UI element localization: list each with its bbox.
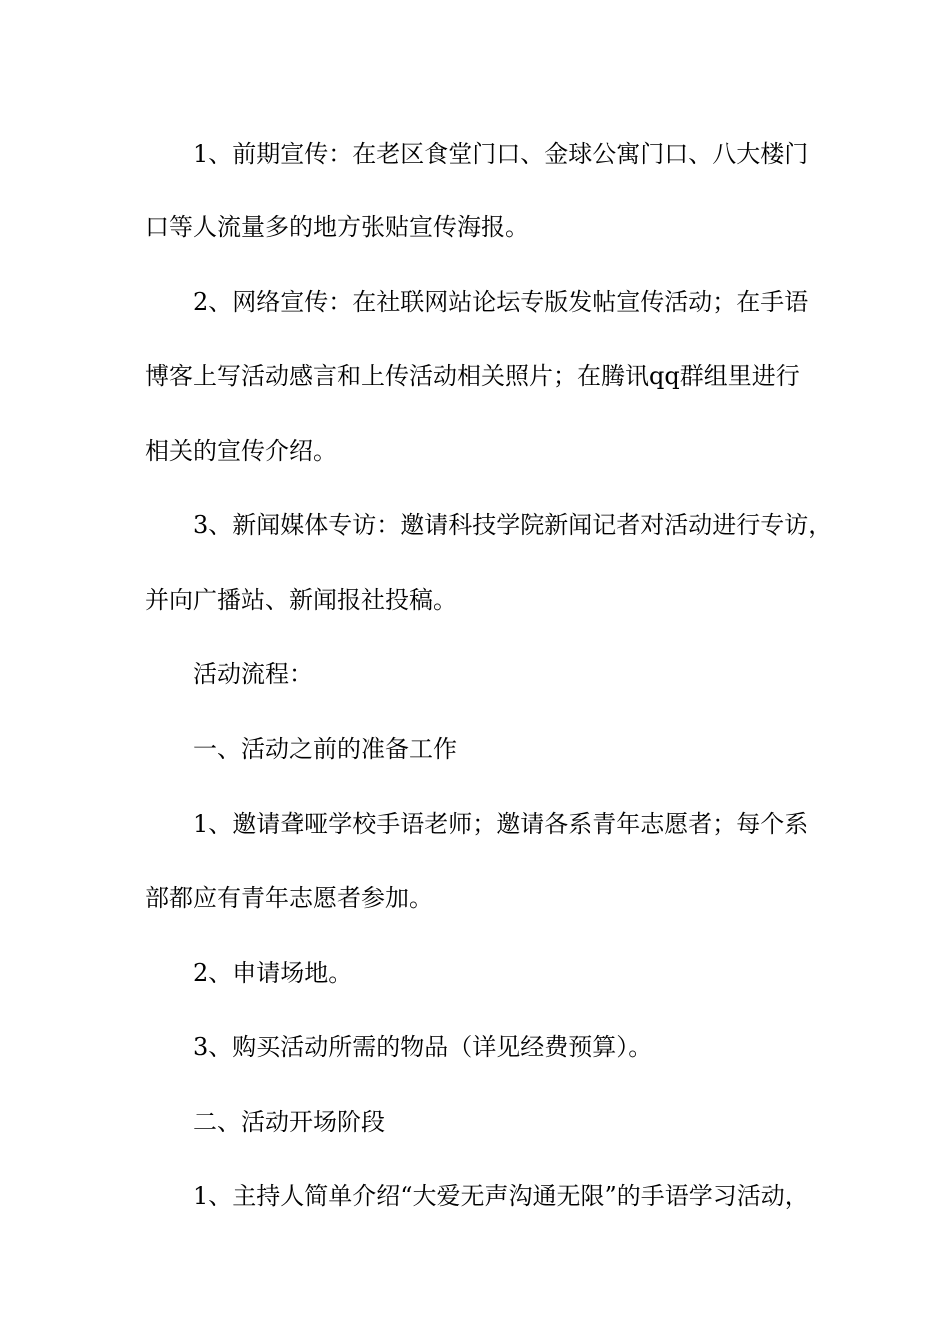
prep-item-3: 3、购买活动所需的物品（详见经费预算）。 [193, 1033, 653, 1061]
prep-item-1-line-1: 1、邀请聋哑学校手语老师；邀请各系青年志愿者；每个系 [193, 810, 809, 838]
paragraph-2-line-3: 相关的宣传介绍。 [145, 437, 337, 465]
paragraph-3-line-2: 并向广播站、新闻报社投稿。 [145, 586, 457, 614]
paragraph-2-line-1: 2、网络宣传：在社联网站论坛专版发帖宣传活动；在手语 [193, 288, 809, 316]
paragraph-1-line-1: 1、前期宣传：在老区食堂门口、金球公寓门口、八大楼门 [193, 140, 809, 168]
section-heading-process: 活动流程： [193, 660, 313, 688]
paragraph-2-line-2: 博客上写活动感言和上传活动相关照片；在腾讯qq群组里进行 [145, 362, 800, 390]
opening-item-1: 1、主持人简单介绍“大爱无声沟通无限”的手语学习活动， [193, 1182, 809, 1210]
prep-item-2: 2、申请场地。 [193, 959, 353, 987]
subheading-preparation: 一、活动之前的准备工作 [193, 735, 457, 763]
subheading-opening: 二、活动开场阶段 [193, 1108, 385, 1136]
prep-item-1-line-2: 部都应有青年志愿者参加。 [145, 884, 433, 912]
paragraph-3-line-1: 3、新闻媒体专访：邀请科技学院新闻记者对活动进行专访， [193, 511, 833, 539]
paragraph-1-line-2: 口等人流量多的地方张贴宣传海报。 [145, 213, 529, 241]
